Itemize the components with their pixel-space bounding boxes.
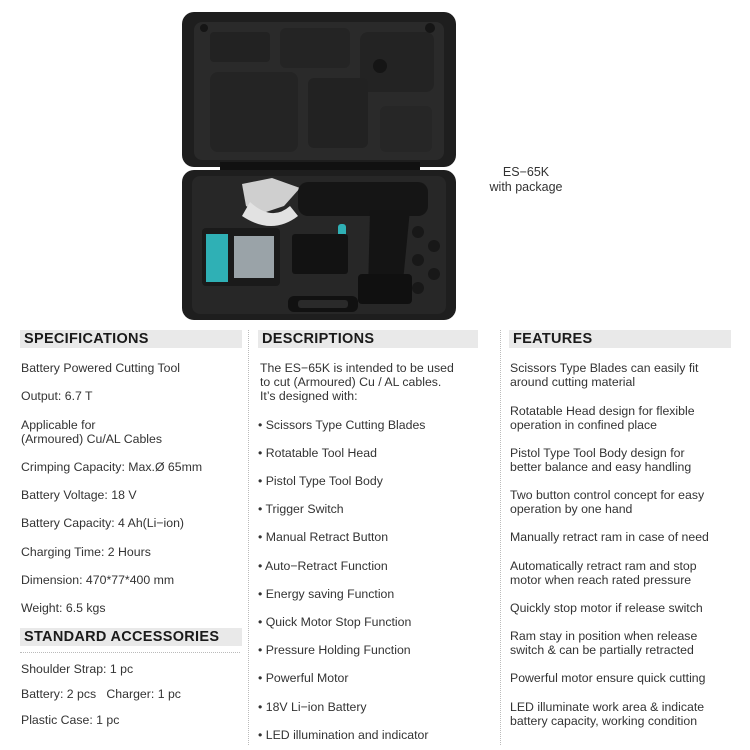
- description-bullet: • Powerful Motor: [258, 671, 349, 685]
- spec-item: Charging Time: 2 Hours: [21, 545, 151, 559]
- description-bullet: • Pistol Type Tool Body: [258, 474, 383, 488]
- description-intro: to cut (Armoured) Cu / AL cables.: [260, 375, 442, 389]
- feature-item: Ram stay in position when release: [510, 629, 698, 643]
- feature-item: around cutting material: [510, 375, 636, 389]
- description-bullet: • Trigger Switch: [258, 502, 344, 516]
- spec-item: Battery Capacity: 4 Ah(Li−ion): [21, 516, 185, 530]
- feature-item: better balance and easy handling: [510, 460, 692, 474]
- product-caption: [476, 165, 576, 195]
- accessory-item: Shoulder Strap: 1 pc: [21, 662, 134, 676]
- feature-item: battery capacity, working condition: [510, 714, 698, 728]
- features-heading: FEATURES: [509, 330, 731, 348]
- product-image: [180, 10, 458, 322]
- descriptions-heading: DESCRIPTIONS: [258, 330, 478, 348]
- caption-subtitle: with package: [489, 180, 563, 194]
- bullet-text: Quick Motor Stop Function: [265, 615, 412, 629]
- feature-item: Powerful motor ensure quick cutting: [510, 671, 706, 685]
- descriptions-column: [258, 330, 478, 348]
- spec-item: Applicable for: [21, 418, 96, 432]
- feature-item: Quickly stop motor if release switch: [510, 601, 703, 615]
- feature-item: Pistol Type Tool Body design for: [510, 446, 685, 460]
- accessory-item: Plastic Case: 1 pc: [21, 713, 120, 727]
- caption-model: ES−65K: [502, 165, 550, 179]
- column-divider: [248, 330, 249, 745]
- bullet-text: 18V Li−ion Battery: [265, 700, 367, 714]
- column-divider: [500, 330, 501, 745]
- accessory-item: Battery: 2 pcs Charger: 1 pc: [21, 687, 181, 701]
- description-intro: The ES−65K is intended to be used: [260, 361, 454, 375]
- description-intro: It’s designed with:: [260, 389, 358, 403]
- feature-item: operation in confined place: [510, 418, 657, 432]
- bullet-text: Trigger Switch: [265, 502, 344, 516]
- feature-item: Rotatable Head design for flexible: [510, 404, 695, 418]
- feature-item: Scissors Type Blades can easily fit: [510, 361, 699, 375]
- bullet-text: Pressure Holding Function: [265, 643, 411, 657]
- spec-item: Output: 6.7 T: [21, 389, 93, 403]
- feature-item: Manually retract ram in case of need: [510, 530, 709, 544]
- spec-item: (Armoured) Cu/AL Cables: [21, 432, 163, 446]
- bullet-text: LED illumination and indicator: [265, 728, 429, 742]
- bullet-text: Energy saving Function: [265, 587, 395, 601]
- description-bullet: • 18V Li−ion Battery: [258, 700, 367, 714]
- description-bullet: • Pressure Holding Function: [258, 643, 411, 657]
- feature-item: Automatically retract ram and stop: [510, 559, 697, 573]
- bullet-text: Auto−Retract Function: [265, 559, 388, 573]
- spec-item: Weight: 6.5 kgs: [21, 601, 106, 615]
- spec-item: Battery Voltage: 18 V: [21, 488, 137, 502]
- description-bullet: • Manual Retract Button: [258, 530, 389, 544]
- description-bullet: • Rotatable Tool Head: [258, 446, 377, 460]
- bullet-text: Powerful Motor: [265, 671, 349, 685]
- spec-item: Crimping Capacity: Max.Ø 65mm: [21, 460, 203, 474]
- bullet-text: Pistol Type Tool Body: [265, 474, 383, 488]
- feature-item: motor when reach rated pressure: [510, 573, 692, 587]
- bullet-text: Rotatable Tool Head: [265, 446, 377, 460]
- description-bullet: • Quick Motor Stop Function: [258, 615, 412, 629]
- bullet-text: Manual Retract Button: [265, 530, 389, 544]
- specifications-heading: SPECIFICATIONS: [20, 330, 242, 348]
- description-bullet: • Scissors Type Cutting Blades: [258, 418, 426, 432]
- bullet-text: Scissors Type Cutting Blades: [265, 418, 426, 432]
- description-bullet: • Auto−Retract Function: [258, 559, 388, 573]
- feature-item: switch & can be partially retracted: [510, 643, 694, 657]
- features-column: [509, 330, 731, 348]
- spec-item: Dimension: 470*77*400 mm: [21, 573, 175, 587]
- feature-item: operation by one hand: [510, 502, 633, 516]
- accessories-heading: STANDARD ACCESSORIES: [20, 628, 242, 646]
- specifications-column: [20, 330, 242, 348]
- feature-item: LED illuminate work area & indicate: [510, 700, 705, 714]
- description-bullet: • Energy saving Function: [258, 587, 395, 601]
- feature-item: Two button control concept for easy: [510, 488, 705, 502]
- divider: [20, 652, 240, 653]
- spec-item: Battery Powered Cutting Tool: [21, 361, 181, 375]
- description-bullet: • LED illumination and indicator: [258, 728, 429, 742]
